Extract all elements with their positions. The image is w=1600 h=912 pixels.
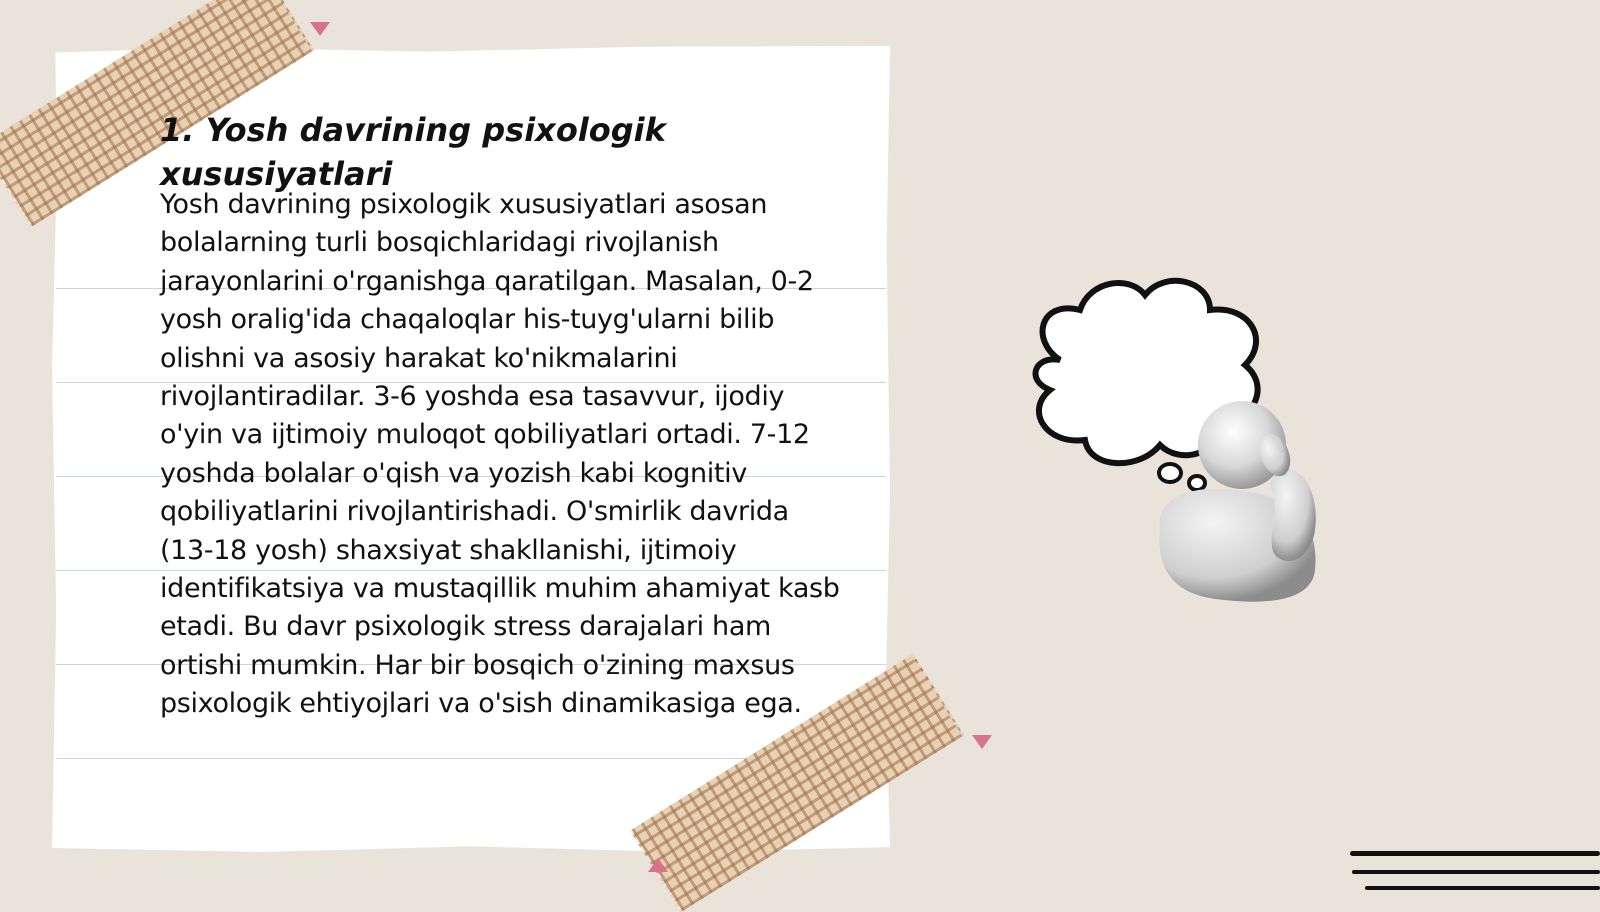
pin-icon xyxy=(972,735,992,749)
decorative-line xyxy=(1350,851,1600,856)
decorative-line xyxy=(1352,870,1600,874)
decorative-line xyxy=(1365,886,1600,890)
thinking-person-icon xyxy=(1020,270,1350,620)
pin-icon xyxy=(310,22,330,36)
slide-title: 1. Yosh davrining psixologik xususiyatlari xyxy=(160,111,666,193)
pin-icon xyxy=(648,858,668,872)
slide-body-text: Yosh davrining psixologik xususiyatlari asosan bolalarning turli bosqichlaridagi rivojlanish jarayonlarini o'rganishga qaratilgan. Masalan, 0-2 yosh oralig'ida chaqaloqlar his-tuyg'ularni bilib olishni va asosiy harakat ko'nikmalarini rivojlantiradilar. 3-6 yoshda esa tasavvur, ijodiy o'yin va ijtimoiy muloqot qobiliyatlari ortadi. 7-12 yoshda bolalar o'qish va yozish kabi kognitiv qobiliyatlarini rivojlantirishadi. O'smirlik davrida (13-18 yosh) shaxsiyat shakllanishi, ijtimoiy identifikatsiya va mustaqillik muhim ahamiyat kasb etadi. Bu davr psixologik stress darajalari ham ortishi mumkin. Har bir bosqich o'zining maxsus psixologik ehtiyojlari va o'sish dinamikasiga ega. xyxy=(160,189,840,720)
